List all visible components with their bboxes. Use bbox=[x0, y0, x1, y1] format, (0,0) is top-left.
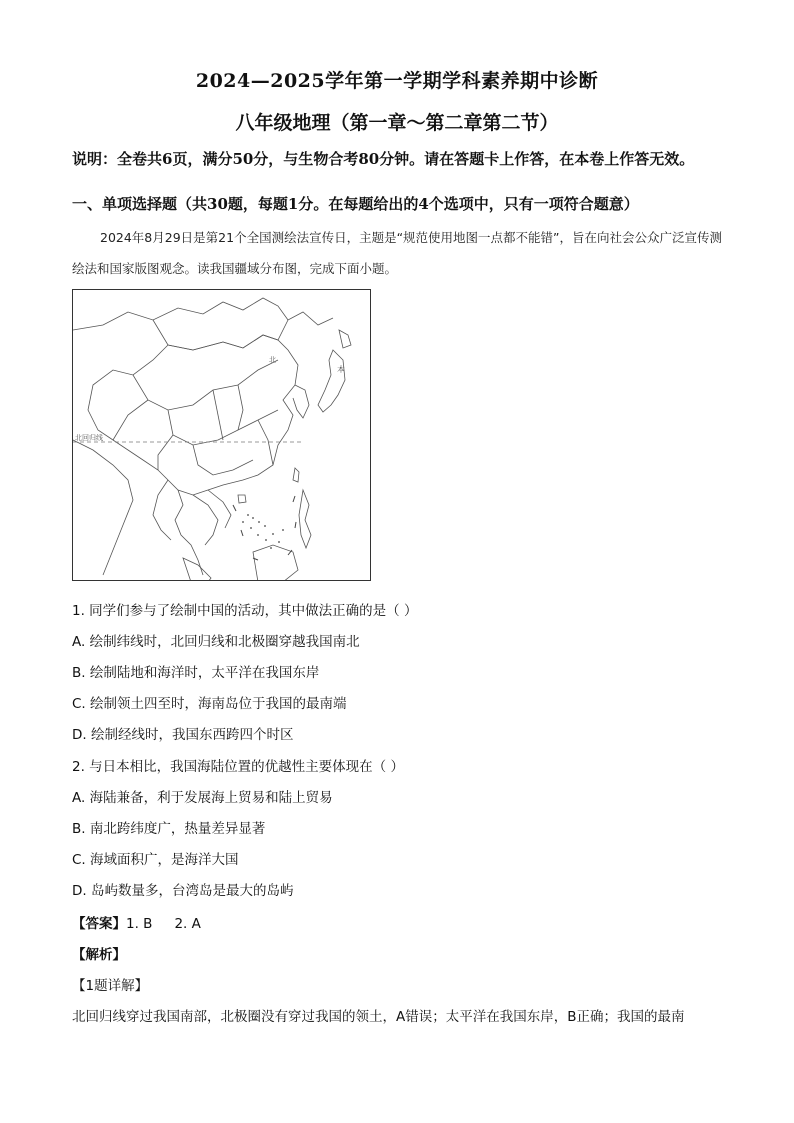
exam-subtitle: 八年级地理（第一章～第二章第二节） bbox=[235, 112, 559, 134]
explanation-text: 北回归线穿过我国南部，北极圈没有穿过我国的领土，A错误；太平洋在我国东岸，B正确；我国的最南 bbox=[72, 1009, 685, 1025]
question-2-stem: 2. 与日本相比，我国海陆位置的优越性主要体现在（ ） bbox=[72, 759, 404, 775]
question-1-option-b: B. 绘制陆地和海洋时，太平洋在我国东岸 bbox=[72, 665, 320, 681]
question-1-stem: 1. 同学们参与了绘制中国的活动，其中做法正确的是（ ） bbox=[72, 603, 418, 619]
exam-instructions: 说明：全卷共6页，满分50分，与生物合考80分钟。请在答题卡上作答，在本卷上作答无效。 bbox=[72, 150, 695, 168]
exam-title: 2024—2025学年第一学期学科素养期中诊断 bbox=[195, 70, 599, 92]
answer-line bbox=[72, 912, 201, 932]
section-title: 一、单项选择题（共30题，每题1分。在每题给出的4个选项中，只有一项符合题意） bbox=[72, 195, 639, 213]
question-1-option-a: A. 绘制纬线时，北回归线和北极圈穿越我国南北 bbox=[72, 634, 360, 650]
question-2-option-a: A. 海陆兼备，利于发展海上贸易和陆上贸易 bbox=[72, 790, 333, 806]
question-1-option-c: C. 绘制领土四至时，海南岛位于我国的最南端 bbox=[72, 696, 347, 712]
question-intro: 2024年8月29日是第21个全国测绘法宣传日，主题是“规范使用地图一点都不能错”，旨在向社会公众广泛宣传测绘法和国家版图观念。读我国疆域分布图，完成下面小题。 bbox=[72, 230, 723, 276]
question-2-option-c: C. 海域面积广，是海洋大国 bbox=[72, 852, 239, 868]
map-label-tropic: 北回归线 bbox=[75, 434, 103, 442]
answer-1: 1. B bbox=[126, 916, 153, 932]
map-drawing bbox=[73, 290, 371, 581]
detail-label: 【1题详解】 bbox=[72, 978, 149, 994]
question-2-option-d: D. 岛屿数量多，台湾岛是最大的岛屿 bbox=[72, 883, 294, 899]
map-label-beijing: 北 bbox=[269, 356, 276, 364]
answer-tag: 【答案】 bbox=[72, 916, 126, 932]
map-label-japan: 本 bbox=[337, 365, 345, 374]
analysis-label: 【解析】 bbox=[72, 947, 126, 963]
china-territory-map bbox=[72, 289, 371, 581]
answer-2: 2. A bbox=[174, 916, 201, 932]
question-2-option-b: B. 南北跨纬度广，热量差异显著 bbox=[72, 821, 266, 837]
question-1-option-d: D. 绘制经线时，我国东西跨四个时区 bbox=[72, 727, 294, 743]
